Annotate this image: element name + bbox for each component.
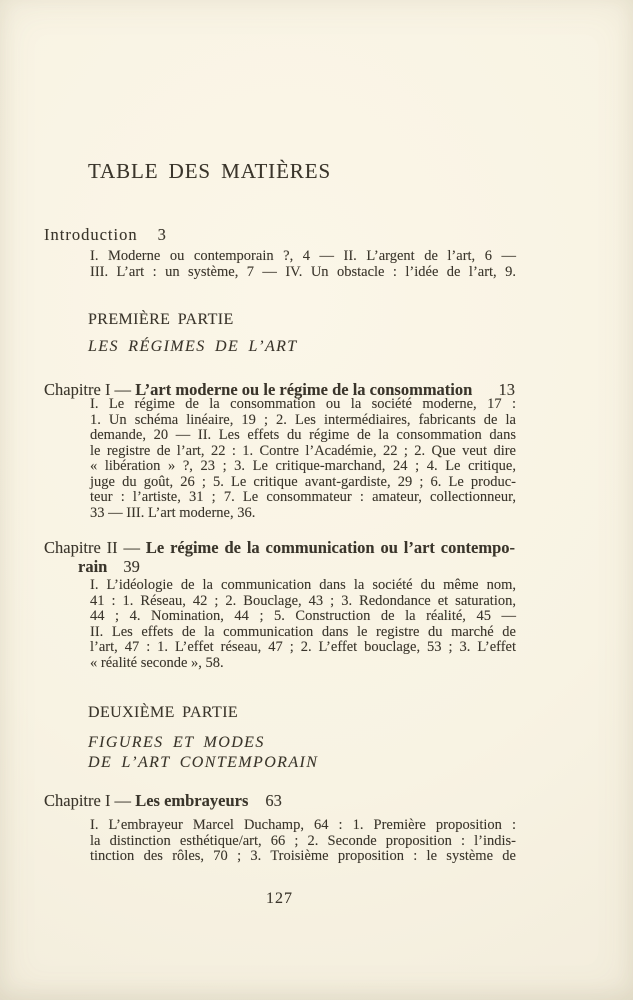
chapter-title: Le régime de la communication ou l’art contempo- [145,538,515,557]
toc-line: le registre de l’art, 22 : 1. Contre l’Académie, 22 ; 2. Que veut dire [90,442,516,459]
chapter-page-ref: 63 [265,791,282,810]
toc-line: teur : l’artiste, 31 ; 7. Le consommateur : amateur, collectionneur, [90,489,516,506]
toc-line: I. L’idéologie de la communication dans la société du même nom, [90,577,516,593]
part2-chapter1-summary [90,818,516,865]
toc-entry-part1-chapter2 [44,538,515,576]
part2-subtitle-line1: FIGURES ET MODES [88,734,265,751]
toc-line: I. Moderne ou contemporain ?, 4 — II. L’argent de l’art, 6 — [90,248,516,264]
chapter-title: L’art moderne ou le régime de la consommation [135,380,473,399]
chapter-prefix: Chapitre I — [44,380,136,399]
toc-line: la distinction esthétique/art, 66 ; 2. Seconde proposition : l’indis- [90,832,516,849]
part1-chapter2-summary [90,578,516,671]
toc-entry-introduction [44,225,167,244]
toc-entry-part2-chapter1 [44,791,515,810]
chapter-prefix: Chapitre II — [44,538,146,557]
part1-heading: PREMIÈRE PARTIE [88,311,234,328]
introduction-summary [90,249,516,280]
introduction-label: Introduction [44,225,138,244]
part1-subtitle: LES RÉGIMES DE L’ART [88,338,298,355]
page-title: TABLE DES MATIÈRES [88,159,332,183]
toc-line: III. L’art : un système, 7 — IV. Un obstacle : l’idée de l’art, 9. [90,263,516,280]
toc-line: I. L’embrayeur Marcel Duchamp, 64 : 1. Première proposition : [90,817,516,833]
toc-line: II. Les effets de la communication dans le registre du marché de [90,623,516,640]
chapter-prefix: Chapitre I — [44,791,136,810]
part1-chapter1-summary [90,397,516,521]
chapter-page-ref: 39 [123,557,140,576]
chapter-page-ref: 13 [498,380,515,399]
chapter-title: Les embrayeurs [135,791,249,810]
part2-heading: DEUXIÈME PARTIE [88,704,239,721]
introduction-page-ref: 3 [157,225,167,244]
toc-line: I. Le régime de la consommation ou la société moderne, 17 : [90,396,516,412]
toc-line: 44 ; 4. Nomination, 44 ; 5. Construction de la réalité, 45 — [90,608,516,625]
toc-line: tinction des rôles, 70 ; 3. Troisième proposition : le système de [90,848,516,865]
toc-line: 33 — III. L’art moderne, 36. [90,504,256,521]
page-number: 127 [266,890,293,907]
toc-line: 1. Un schéma linéaire, 19 ; 2. Les intermédiaires, fabricants de la [90,411,516,428]
chapter-title-continuation: rain [78,557,108,576]
toc-line: demande, 20 — II. Les effets du régime de la consommation dans [90,427,516,444]
toc-line: juge du goût, 26 ; 5. Le critique avant-gardiste, 29 ; 6. Le produc- [90,473,516,490]
toc-line: l’art, 47 : 1. L’effet réseau, 47 ; 2. L’effet bouclage, 53 ; 3. L’effet [90,639,516,656]
part2-subtitle [88,733,318,772]
toc-line: 41 : 1. Réseau, 42 ; 2. Bouclage, 43 ; 3. Redondance et saturation, [90,592,516,609]
part2-subtitle-line2: DE L’ART CONTEMPORAIN [88,753,319,771]
toc-line: « libération » ?, 23 ; 3. Le critique-marchand, 24 ; 4. Le critique, [90,458,516,475]
toc-line: « réalité seconde », 58. [90,654,224,671]
